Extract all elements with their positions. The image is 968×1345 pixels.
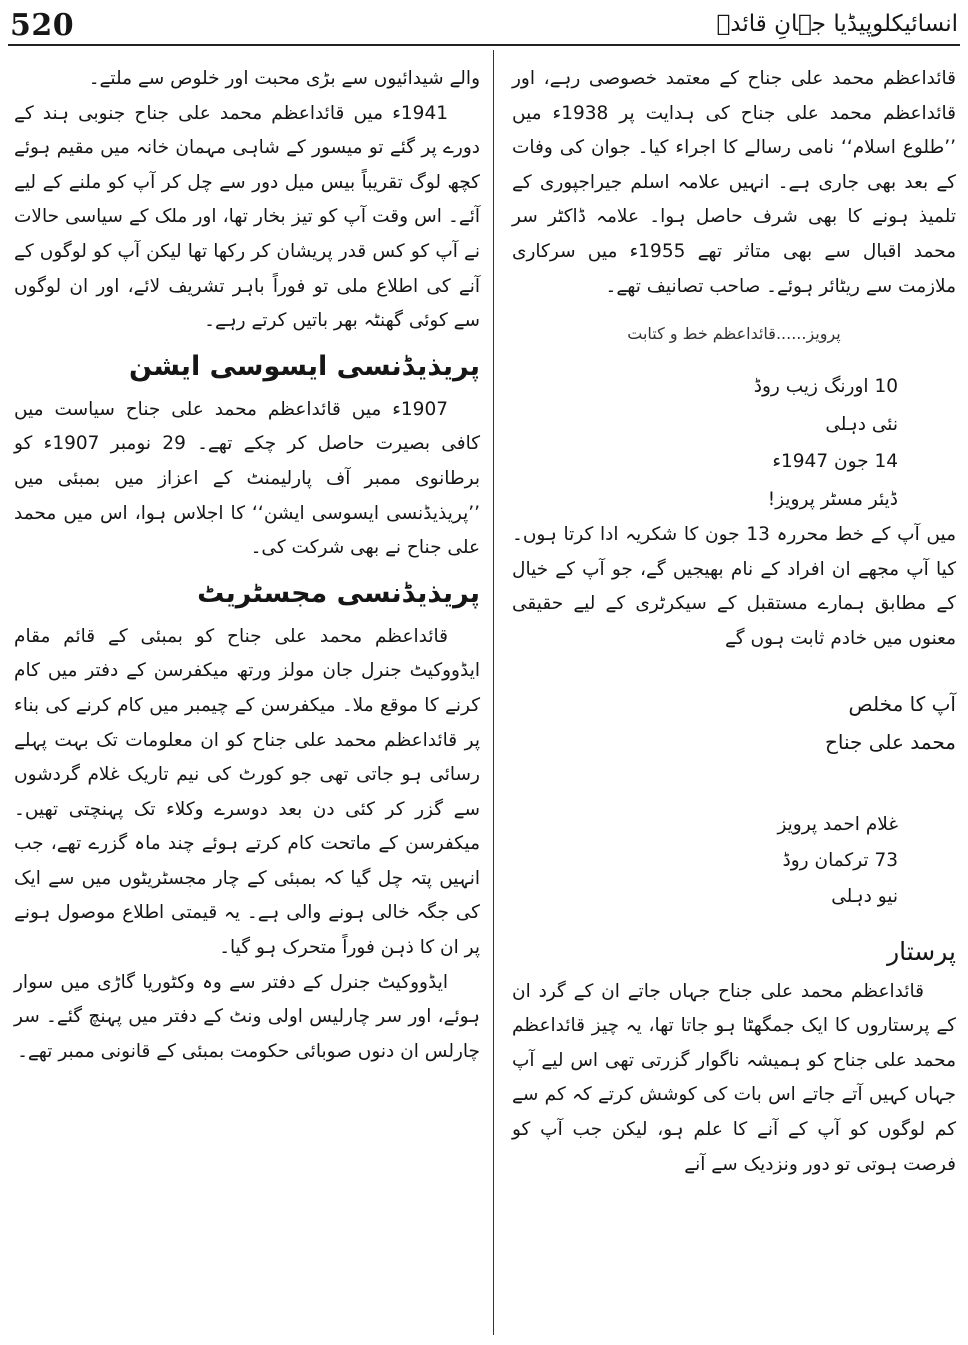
recipient-name: غلام احمد پرویز [777, 813, 898, 835]
section-heading-association: پریذیڈنسی ایسوسی ایشن [129, 350, 480, 382]
magistrate-paragraph-2: ایڈووکیٹ جنرل کے دفتر سے وہ وکٹوریا گاڑی میں سوار ہوئے، اور سر چارلیس اولی ونٹ کے دفتر میں پہنچ گئے۔ سر چارلس ان دنوں صوبائی حکومت بمبئی کے قانونی ممبر تھے۔ [14, 971, 480, 1062]
page-number: 520 [10, 8, 75, 43]
recipient-street: 73 ترکمان روڈ [782, 849, 898, 871]
paragraph-1941: 1941ء میں قائداعظم محمد علی جناح جنوبی ہند کے دورے پر گئے تو میسور کے شاہی مہمان خانہ میں مقیم ہوئے کچھ لوگ تقریباً بیس میل دور سے چل کر آپ کو ملنے کے لیے آئے۔ اس وقت آپ کو تیز بخار تھا، اور ملک کے سیاسی حالات نے آپ کو کس قدر پریشان کر رکھا تھا لیکن آپ کو لوگوں کے آنے کی اطلاع ملی تو فوراً باہر تشریف لائے، اور ان لوگوں سے کوئی گھنٹہ بھر باتیں کرتے رہے۔ [14, 102, 480, 332]
letter-closing: آپ کا مخلص [848, 691, 956, 716]
page-header [0, 0, 968, 50]
section-heading-fans: پرستار [887, 936, 956, 966]
fans-paragraph: قائداعظم محمد علی جناح جہاں جاتے ان کے گرد ان کے پرستاروں کا ایک جمگھٹا ہو جاتا تھا، یہ چیز قائداعظم محمد علی جناح کو ہمیشہ ناگوار گزرتی تھی اس لیے آپ جہاں کہیں آتے جاتے اس بات کی کوشش کرتے کہ کم سے کم لوگوں کو آپ کے آنے کا علم ہو، لیکن جب آپ کو فرصت ہوتی تو دور ونزدیک سے آنے [512, 980, 956, 1175]
letter-address-line-1: 10 اورنگ زیب روڈ [753, 376, 898, 398]
section-heading-magistrate: پریذیڈنسی مجسٹریٹ [197, 577, 480, 609]
right-column [512, 62, 956, 1182]
recipient-city: نیو دہلی [831, 885, 898, 907]
association-paragraph: 1907ء میں قائداعظم محمد علی جناح سیاست میں کافی بصیرت حاصل کر چکے تھے۔ 29 نومبر 1907ء کو برطانوی ممبر آف پارلیمنٹ کے اعزاز میں بمبئی میں ’’پریذیڈنسی ایسوسی ایشن‘‘ کا اجلاس ہوا، اس میں محمد علی جناح نے بھی شرکت کی۔ [14, 398, 481, 559]
left-column [14, 62, 480, 1069]
letter-address-line-2: نئی دہلی [825, 413, 898, 435]
letter-date: 14 جون 1947ء [772, 451, 898, 473]
column-divider [493, 50, 494, 1335]
magistrate-paragraph-1: قائداعظم محمد علی جناح کو بمبئی کے قائم مقام ایڈووکیٹ جنرل جان مولز ورتھ میکفرسن کے دفتر میں کام کرنے کا موقع ملا۔ میکفرسن کے چیمبر میں کام کرنے کی بناء پر قائداعظم محمد علی جناح کو ان معلومات تک بہت پہلے رسائی ہو جاتی تھی جو کورٹ کی نیم تاریک غلام گردشوں سے گزر کر کئی دن بعد دوسرے وکلاء تک پہنچتی تھیں۔ میکفرسن کے ماتحت کام کرتے ہوئے چند ماہ گزرے تھے، جب انہیں پتہ چل گیا کہ بمبئی کے چار مجسٹریٹوں میں سے ایک کی جگہ خالی ہونے والی ہے۔ یہ قیمتی اطلاع موصول ہونے پر ان کا ذہن فوراً متحرک ہو گیا۔ [14, 625, 480, 959]
intro-paragraph: قائداعظم محمد علی جناح کے معتمد خصوصی رہے، اور قائداعظم محمد علی جناح کی ہدایت پر 1938ء میں ’’طلوع اسلام‘‘ نامی رسالے کا اجراء کیا۔ جوان کی وفات کے بعد بھی جاری ہے۔ انہیں علامہ اسلم جیراجپوری کے تلمیذ ہونے کا بھی شرف حاصل ہوا۔ علامہ ڈاکٹر سر محمد اقبال سے بھی متاثر تھے 1955ء میں سرکاری ملازمت سے ریٹائر ہوئے۔ صاحب تصانیف تھے۔ [512, 68, 957, 297]
book-title: انسائیکلوپیڈیا جہانِ قائدؒ [716, 11, 958, 37]
source-caption: پرویز......قائداعظم خط و کتابت [627, 324, 841, 344]
letter-signature: محمد علی جناح [824, 729, 956, 754]
continuation-paragraph: والے شیدائیوں سے بڑی محبت اور خلوص سے ملتے۔ [88, 68, 480, 89]
letter-salutation: ڈیئر مسٹر پرویز! [767, 488, 898, 510]
letter-body: میں آپ کے خط محررہ 13 جون کا شکریہ ادا کرتا ہوں۔ کیا آپ مجھے ان افراد کے نام بھیجیں گے، جو آپ کے خیال کے مطابق ہمارے مستقبل کے سیکرٹری کے لیے حقیقی معنوں میں خادم ثابت ہوں گے [512, 524, 956, 649]
header-rule [8, 44, 960, 46]
